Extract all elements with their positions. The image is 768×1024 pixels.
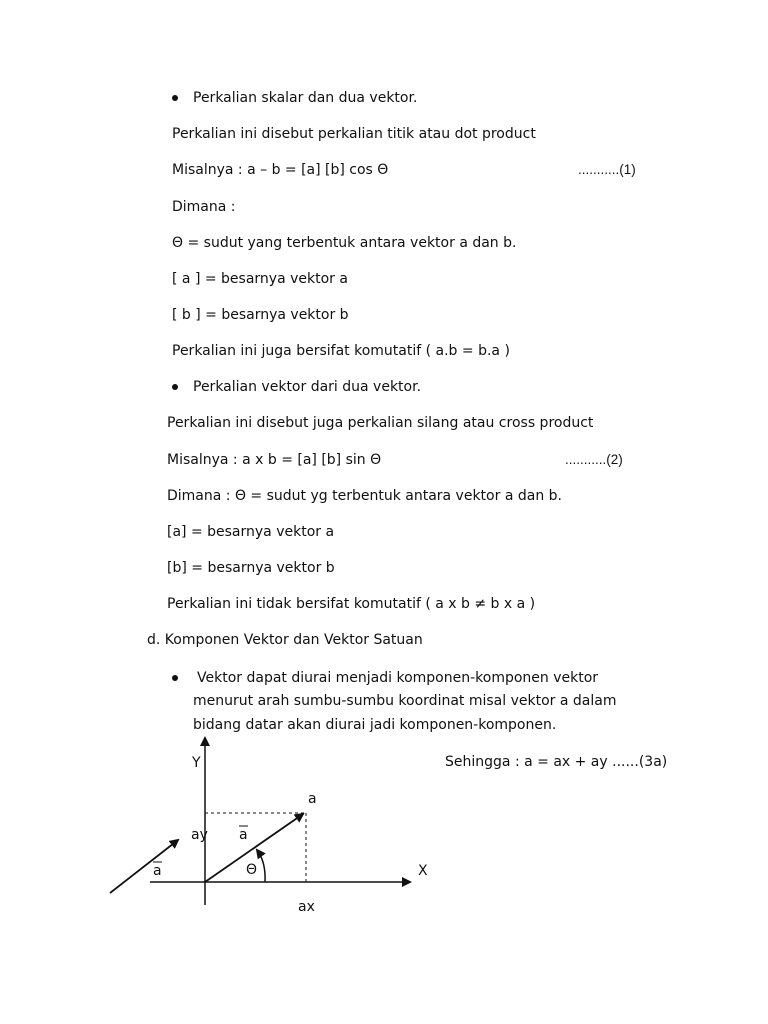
scalar-where-label: Dimana : <box>172 199 236 215</box>
scalar-b-definition: [ b ] = besarnya vektor b <box>172 307 349 323</box>
scalar-bullet-title: Perkalian skalar dan dua vektor. <box>193 90 418 106</box>
vector-b-definition: [b] = besarnya vektor b <box>167 560 335 576</box>
scalar-formula: Misalnya : a – b = [a] [b] cos Θ <box>172 162 389 178</box>
vector-description: Perkalian ini disebut juga perkalian silang atau cross product <box>167 415 594 431</box>
scalar-description: Perkalian ini disebut perkalian titik atau dot product <box>172 126 536 142</box>
vector-noncommutative-note: Perkalian ini tidak bersifat komutatif ( a x b ≠ b x a ) <box>167 596 536 612</box>
scalar-theta-definition: Θ = sudut yang terbentuk antara vektor a dan b. <box>172 235 517 251</box>
section-d-line-3: bidang datar akan diurai jadi komponen-komponen. <box>193 717 557 733</box>
scalar-commutative-note: Perkalian ini juga bersifat komutatif ( a.b = b.a ) <box>172 343 510 359</box>
x-axis-label: X <box>418 863 428 879</box>
vector-sum-result: Sehingga : a = ax + ay ......(3a) <box>445 754 668 770</box>
vector-formula: Misalnya : a x b = [a] [b] sin Θ <box>167 452 382 468</box>
equation-number-1: ...........(1) <box>578 162 636 177</box>
scalar-a-definition: [ a ] = besarnya vektor a <box>172 271 348 287</box>
section-d-line-1: Vektor dapat diurai menjadi komponen-komponen vektor <box>197 670 599 686</box>
equation-number-2: ...........(2) <box>565 452 623 467</box>
section-d-heading: d. Komponen Vektor dan Vektor Satuan <box>147 632 423 648</box>
free-vector-a-arrow <box>110 840 178 893</box>
theta-label: Θ <box>246 862 258 878</box>
a-free-label: a <box>153 863 162 879</box>
a-tip-label: a <box>308 791 317 807</box>
ax-label: ax <box>298 899 315 915</box>
ay-label: ay <box>191 827 208 843</box>
y-axis-label: Y <box>192 755 201 771</box>
section-d-line-2: menurut arah sumbu-sumbu koordinat misal vektor a dalam <box>193 693 617 709</box>
vector-bullet-title: Perkalian vektor dari dua vektor. <box>193 379 422 395</box>
a-vector-label: a <box>239 827 248 843</box>
theta-arc <box>257 850 265 882</box>
vector-a-definition: [a] = besarnya vektor a <box>167 524 335 540</box>
vector-where-line: Dimana : Θ = sudut yg terbentuk antara vektor a dan b. <box>167 488 562 504</box>
